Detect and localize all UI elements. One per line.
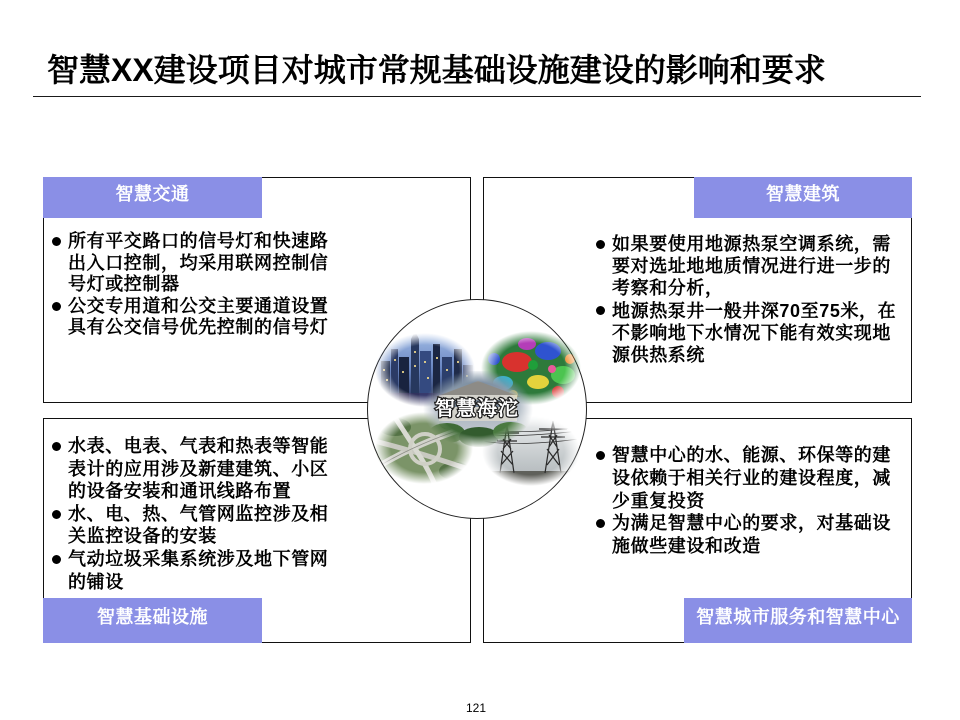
bullet-line: 如果要使用地源热泵空调系统，需: [612, 234, 891, 254]
bullet-line: 表计的应用涉及新建建筑、小区: [68, 458, 329, 479]
bullet-line: 智慧中心的水、能源、环保等的建: [612, 445, 891, 465]
center-photo-collage: [367, 299, 587, 519]
bullet-item: [68, 231, 328, 296]
bullet-item: [612, 233, 896, 300]
bullet-line: 考察和分析，: [612, 278, 724, 299]
label-smart-city-service-center: 智慧城市服务和智慧中心: [684, 598, 912, 643]
bullet-line: 水表、电表、气表和热表等智能: [68, 436, 329, 456]
label-smart-building: 智慧建筑: [694, 177, 912, 218]
bullet-dot: [52, 510, 61, 519]
center-caption: 智慧海沱: [435, 398, 519, 420]
bullet-dot: [52, 442, 61, 451]
page-title: 智慧XX建设项目对城市常规基础设施建设的影响和要求: [47, 52, 826, 88]
bullet-line: 号灯或控制器: [68, 274, 180, 294]
bullet-line: 出入口控制，均采用联网控制信: [68, 252, 329, 273]
title-divider: [33, 96, 921, 97]
bullet-line: 的铺设: [68, 571, 124, 592]
bullet-dot: [52, 302, 61, 311]
bullet-line: 具有公交信号优先控制的信号灯: [68, 317, 329, 337]
bullet-dot: [596, 451, 605, 460]
bullet-line: 设依赖于相关行业的建设程度，减: [612, 467, 891, 488]
bullet-line: 不影响地下水情况下能有效实现地: [612, 322, 891, 343]
bullet-dot: [596, 240, 605, 249]
bullet-list: [612, 233, 896, 366]
bullet-line: 气动垃圾采集系统涉及地下管网: [68, 548, 329, 569]
bullet-list: [68, 435, 328, 593]
bullet-line: 的设备安装和通讯线路布置: [68, 481, 292, 502]
bullet-line: 要对选址地地质情况进行进一步的: [612, 256, 891, 277]
bullet-item: [68, 503, 328, 548]
bullet-line: 所有平交路口的信号灯和快速路: [68, 231, 329, 251]
page-number: 121: [465, 701, 487, 715]
bullet-dot: [52, 555, 61, 564]
bullet-item: [612, 444, 891, 512]
bullet-line: 地源热泵井一般井深70至75米，在: [612, 300, 897, 321]
bullet-line: 关监控设备的安装: [68, 526, 217, 547]
bullet-line: 公交专用道和公交主要通道设置: [68, 295, 329, 316]
bullet-line: 施做些建设和改造: [612, 536, 761, 556]
bullet-item: [68, 435, 328, 503]
bullet-item: [68, 296, 328, 339]
bullet-line: 水、电、热、气管网监控涉及相: [68, 503, 329, 524]
bullet-item: [612, 512, 891, 558]
label-smart-infrastructure: 智慧基础设施: [43, 598, 262, 643]
bullet-list: [68, 231, 328, 339]
bullet-list: [612, 444, 891, 558]
bullet-item: [612, 300, 896, 367]
label-smart-traffic: 智慧交通: [43, 177, 262, 218]
bullet-item: [68, 548, 328, 593]
bullet-line: 少重复投资: [612, 490, 705, 511]
bullet-line: 源供热系统: [612, 345, 705, 366]
bullet-line: 为满足智慧中心的要求，对基础设: [612, 513, 891, 534]
